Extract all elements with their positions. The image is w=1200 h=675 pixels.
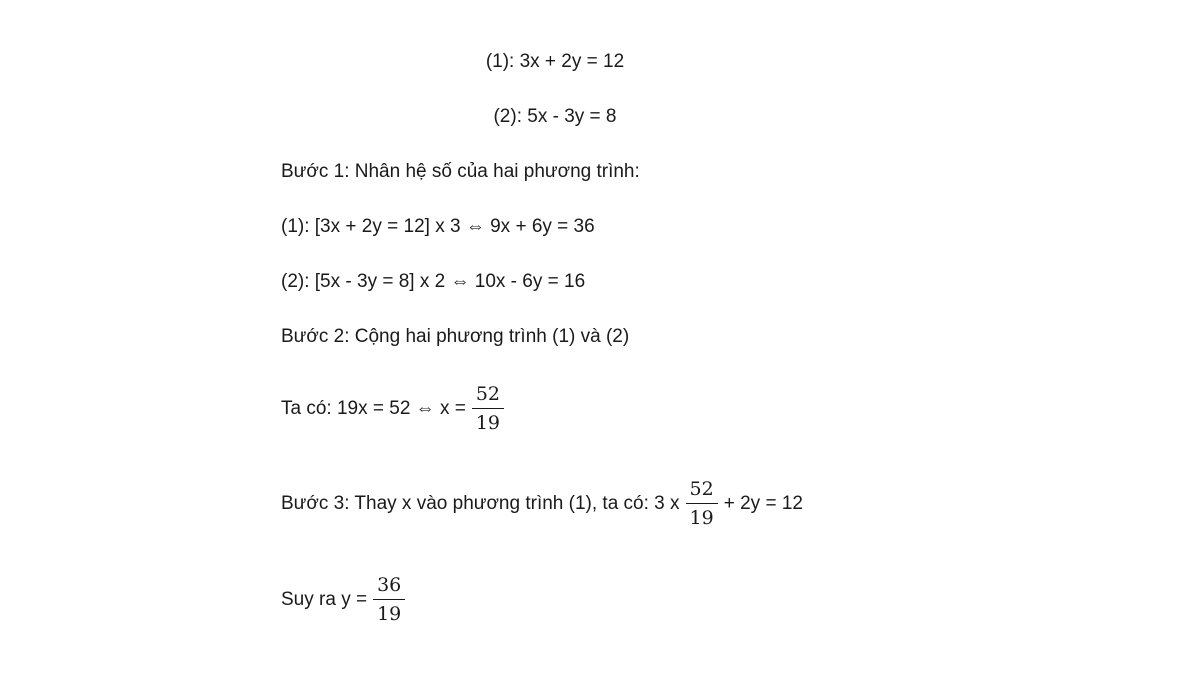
- step1-line1: (1): [3x + 2y = 12] x 3 ⇔ 9x + 6y = 36: [281, 216, 595, 237]
- equation-1: (1): 3x + 2y = 12: [485, 51, 625, 72]
- x-denominator: 19: [475, 412, 501, 434]
- step1-line2: (2): [5x - 3y = 8] x 2 ⇔ 10x - 6y = 16: [281, 271, 586, 292]
- step3-prefix: Bước 3: Thay x vào phương trình (1), ta có: 3 x: [281, 492, 680, 514]
- step3-fraction: [686, 477, 718, 530]
- conclusion-line: [281, 573, 407, 626]
- conclusion-prefix: Suy ra y =: [281, 588, 368, 610]
- step2-result: [281, 382, 506, 435]
- y-numerator: 36: [373, 573, 405, 600]
- step3-line: [281, 477, 803, 530]
- step2-title: Bước 2: Cộng hai phương trình (1) và (2): [281, 326, 630, 347]
- step3-numerator: 52: [686, 477, 718, 504]
- equation-2: (2): 5x - 3y = 8: [493, 106, 617, 127]
- step2-result-text: Ta có: 19x = 52 ⇔ x =: [281, 397, 466, 419]
- y-denominator: 19: [377, 603, 402, 625]
- step3-suffix: + 2y = 12: [723, 492, 803, 514]
- x-fraction: [472, 382, 504, 435]
- x-numerator: 52: [472, 382, 504, 409]
- step3-denominator: 19: [689, 507, 714, 529]
- y-fraction: [373, 573, 405, 626]
- step1-title: Bước 1: Nhân hệ số của hai phương trình:: [281, 161, 640, 182]
